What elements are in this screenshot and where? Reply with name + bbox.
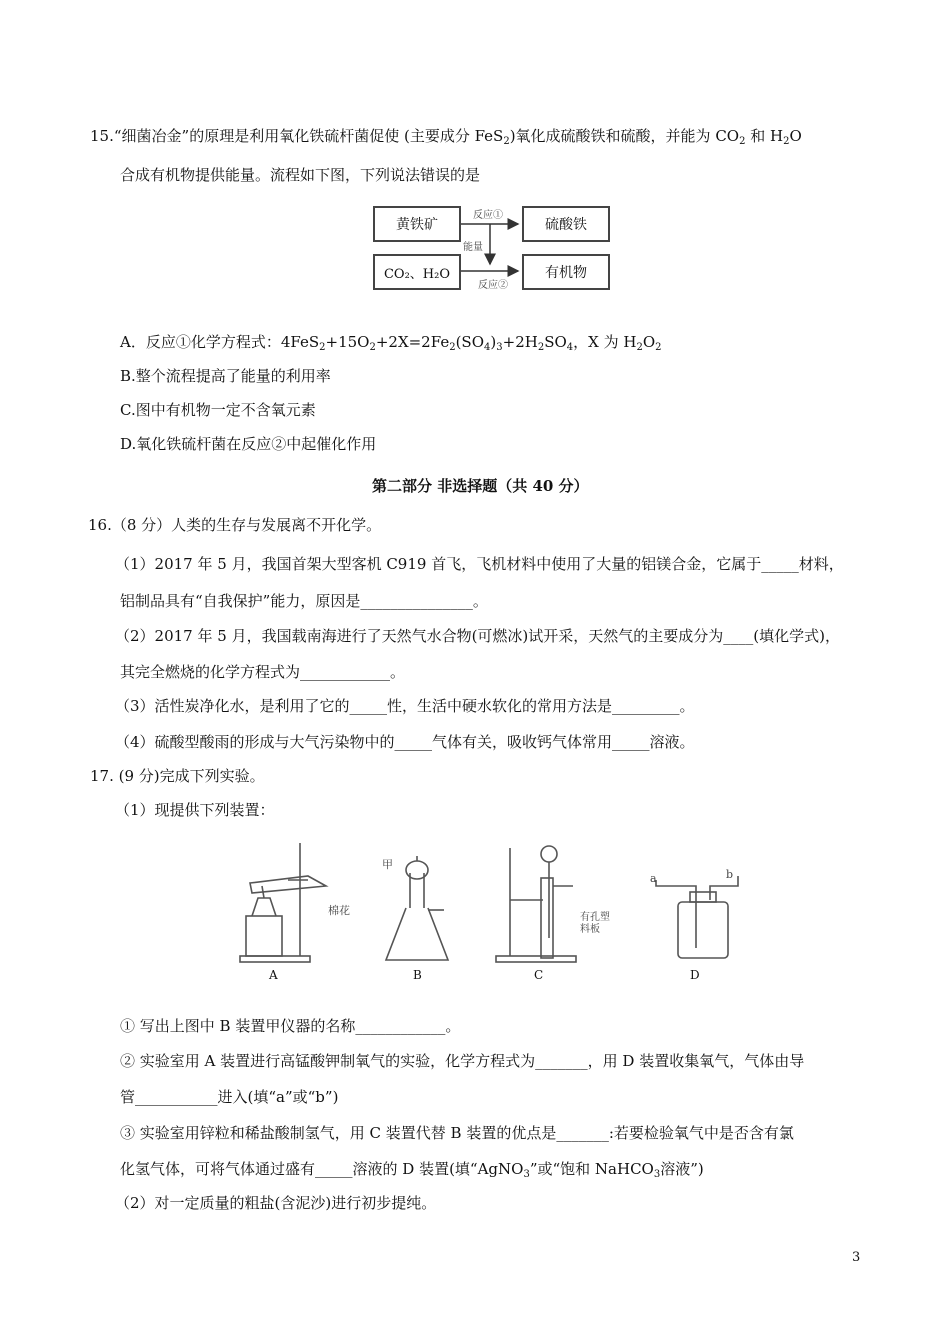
section2-title: 第二部分 非选择题（共 40 分） <box>372 477 589 495</box>
q17-title: 17. (9 分)完成下列实验。 <box>90 767 265 785</box>
q15-line2: 合成有机物提供能量。流程如下图，下列说法错误的是 <box>120 166 481 184</box>
flow-diagram <box>370 200 615 295</box>
q16-part1-line1: （1）2017 年 5 月，我国首架大型客机 C919 首飞，飞机材料中使用了大量的铝镁合金，它属于_____材料， <box>115 555 844 573</box>
q17-part2: （2）对一定质量的粗盐(含泥沙)进行初步提纯。 <box>115 1194 437 1212</box>
q15-option-a: A．反应①化学方程式：$4FeS_2+15O_2+2X=2Fe_2(SO_4)_3+2H_2SO_4$，X 为 $H_2O_2$ <box>120 333 662 353</box>
label-plate: 有孔塑料板 <box>580 912 610 935</box>
q17-sub2-line2: 管___________进入(填“a”或“b”) <box>120 1088 339 1106</box>
q16-title: 16.（8 分）人类的生存与发展离不开化学。 <box>88 516 382 534</box>
q17-sub2-line1: ② 实验室用 A 装置进行高锰酸钾制氧气的实验，化学方程式为_______，用 D 装置收集氧气，气体由导 <box>120 1052 805 1070</box>
q17-part1: （1）现提供下列装置： <box>115 801 275 819</box>
q17-sub1: ① 写出上图中 B 装置甲仪器的名称____________。 <box>120 1017 461 1035</box>
apparatus-drawing <box>238 838 748 988</box>
label-tube-a: a <box>650 872 657 885</box>
box-organic: 有机物 <box>522 254 610 290</box>
label-cotton: 棉花 <box>328 904 350 917</box>
q16-part1-line2: 铝制品具有“自我保护”能力，原因是_______________。 <box>120 592 488 610</box>
q15-line1: 15.“细菌冶金”的原理是利用氧化铁硫杆菌促使 (主要成分 FeS$_2$)氧化成硫酸铁和硫酸，并能为 $CO_2$ 和 $H_2O$ <box>90 127 802 147</box>
arrow-energy-label: 能量 <box>463 242 483 253</box>
box-co2-h2o: CO₂、H₂O <box>373 254 461 290</box>
label-d: D <box>690 968 700 982</box>
q15-option-d: D.氧化铁硫杆菌在反应②中起催化作用 <box>120 435 377 453</box>
apparatus-figure <box>238 838 748 988</box>
arrow-bottom-label: 反应② <box>478 280 508 291</box>
q16-part4: （4）硫酸型酸雨的形成与大气污染物中的_____气体有关，吸收钙气体常用_____溶液。 <box>115 733 695 751</box>
label-tube-b: b <box>726 868 734 881</box>
arrow-top-label: 反应① <box>473 210 503 221</box>
q17-sub3-line1: ③ 实验室用锌粒和稀盐酸制氢气，用 C 装置代替 B 装置的优点是_______:若要检验氧气中是否含有氯 <box>120 1124 794 1142</box>
box-iron-sulfate: 硫酸铁 <box>522 206 610 242</box>
label-c: C <box>534 968 544 982</box>
label-b: B <box>413 968 422 982</box>
q16-part2-line2: 其完全燃烧的化学方程式为____________。 <box>120 663 406 681</box>
page-number: 3 <box>852 1250 861 1265</box>
q15-option-c: C.图中有机物一定不含氧元素 <box>120 401 316 419</box>
q16-part2-line1: （2）2017 年 5 月，我国载南海进行了天然气水合物(可燃冰)试开采，天然气的主要成分为____(填化学式)， <box>115 627 840 645</box>
box-pyrite: 黄铁矿 <box>373 206 461 242</box>
q16-part3: （3）活性炭净化水，是利用了它的_____性，生活中硬水软化的常用方法是_________。 <box>115 697 695 715</box>
label-jia: 甲 <box>382 858 393 871</box>
q17-sub3-line2: 化氢气体，可将气体通过盛有_____溶液的 D 装置(填“AgNO$_3$”或“饱和 NaHCO$_3$溶液”) <box>120 1160 704 1180</box>
q15-option-b: B.整个流程提高了能量的利用率 <box>120 367 331 385</box>
label-a: A <box>269 968 278 982</box>
